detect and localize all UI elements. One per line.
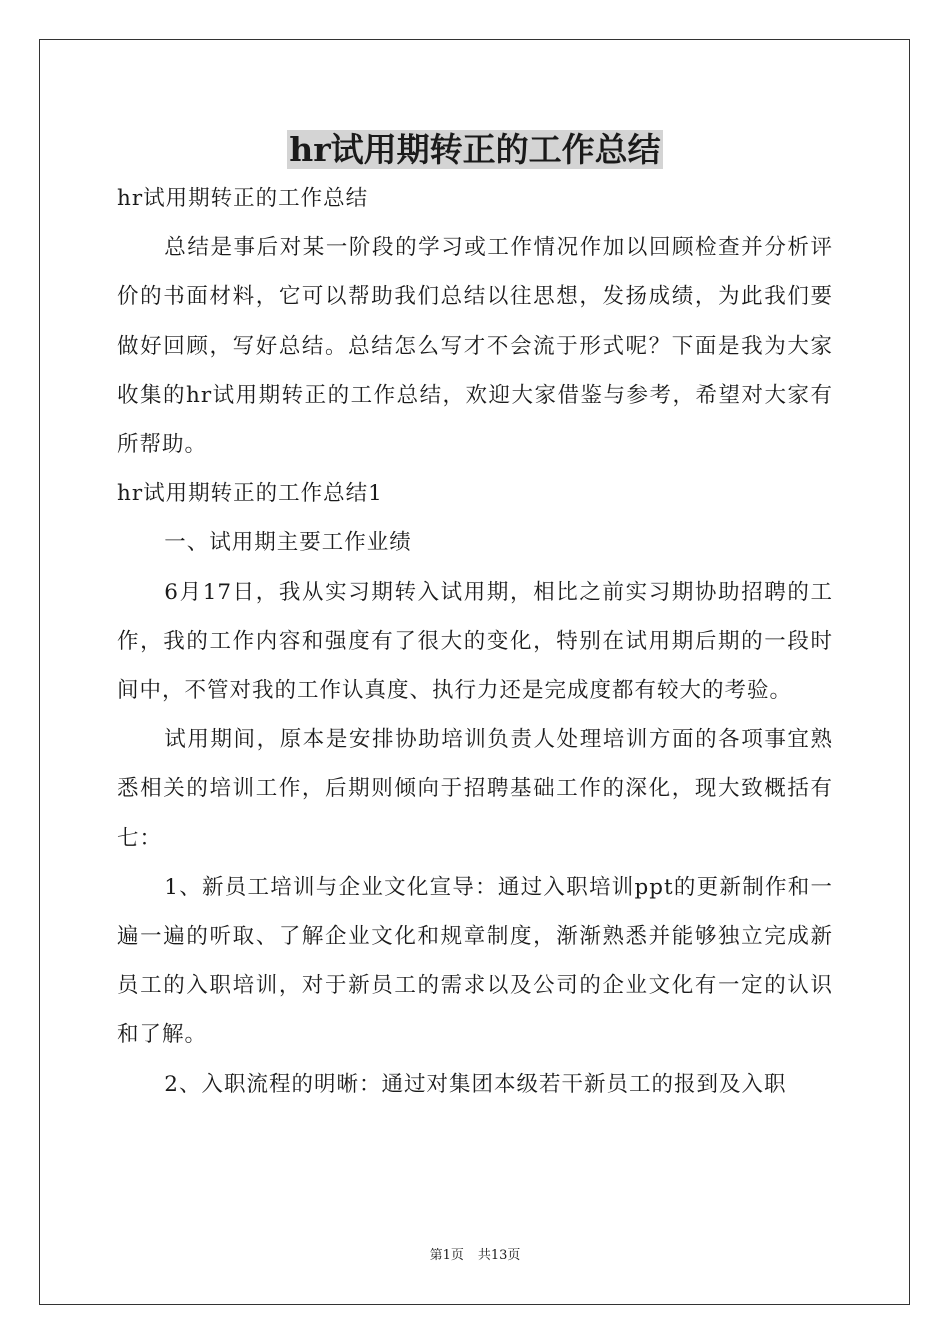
document-body — [117, 174, 833, 1109]
paragraph-6: 1、新员工培训与企业文化宣导：通过入职培训ppt的更新制作和一遍一遍的听取、了解企业文化和规章制度，渐渐熟悉并能够独立完成新员工的入职培训，对于新员工的需求以及公司的企业文化有一定的认识和了解。 — [117, 874, 833, 1048]
document-title — [0, 127, 950, 173]
document-title-text: hr试用期转正的工作总结 — [289, 130, 661, 169]
page-total: 共13页 — [477, 1248, 521, 1263]
paragraph-7: 2、入职流程的明晰：通过对集团本级若干新员工的报到及入职 — [164, 1071, 787, 1097]
page-number: 第1页 — [429, 1248, 464, 1263]
paragraph-2: hr试用期转正的工作总结1 — [117, 481, 383, 507]
paragraph-1: 总结是事后对某一阶段的学习或工作情况作加以回顾检查并分析评价的书面材料，它可以帮助我们总结以往思想，发扬成绩，为此我们要做好回顾，写好总结。总结怎么写才不会流于形式呢？下面是我为大家收集的hr试用期转正的工作总结，欢迎大家借鉴与参考，希望对大家有所帮助。 — [117, 235, 833, 458]
page-footer — [0, 1246, 950, 1266]
paragraph-4: 6月17日，我从实习期转入试用期，相比之前实习期协助招聘的工作，我的工作内容和强度有了很大的变化，特别在试用期后期的一段时间中，不管对我的工作认真度、执行力还是完成度都有较大的考验。 — [117, 579, 833, 704]
paragraph-5: 试用期间，原本是安排协助培训负责人处理培训方面的各项事宜熟悉相关的培训工作，后期则倾向于招聘基础工作的深化，现大致概括有七： — [117, 727, 833, 851]
paragraph-0: hr试用期转正的工作总结 — [117, 186, 369, 211]
paragraph-3: 一、试用期主要工作业绩 — [164, 530, 412, 556]
